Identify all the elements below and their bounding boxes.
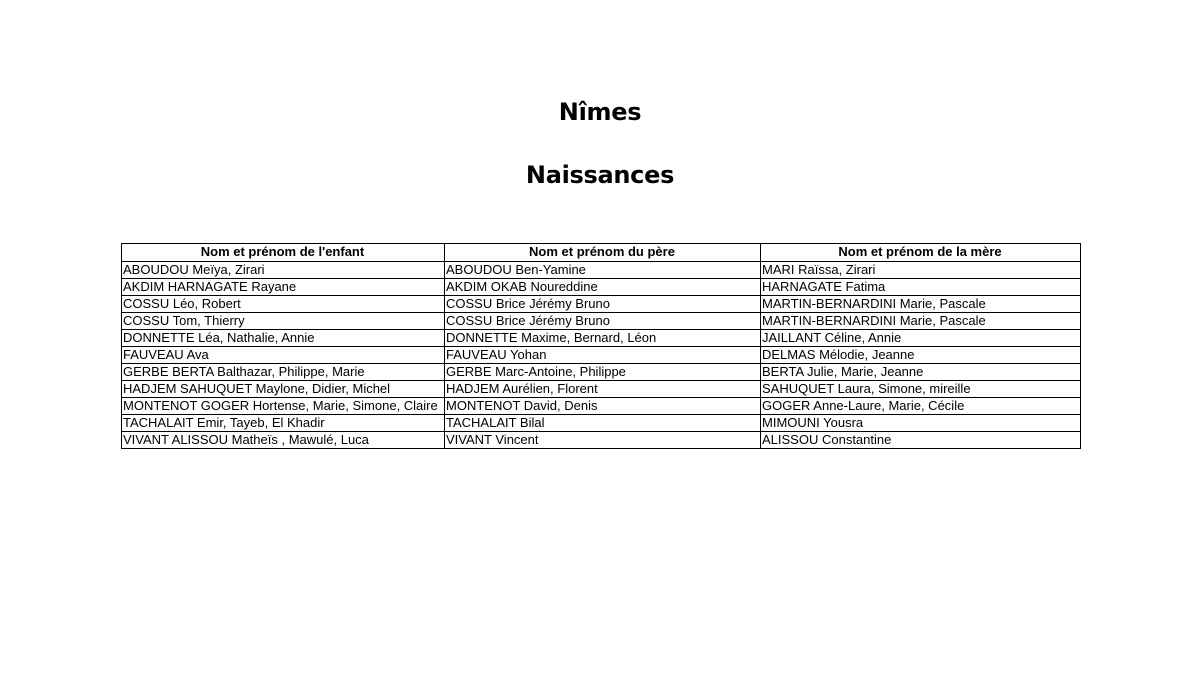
header-father-name: Nom et prénom du père (445, 244, 761, 262)
father-name-cell: VIVANT Vincent (445, 432, 761, 449)
child-name-cell: ABOUDOU Meïya, Zirari (122, 262, 445, 279)
table-row (122, 432, 1081, 449)
father-name-cell: DONNETTE Maxime, Bernard, Léon (445, 330, 761, 347)
mother-name-cell: BERTA Julie, Marie, Jeanne (761, 364, 1081, 381)
child-name-cell: GERBE BERTA Balthazar, Philippe, Marie (122, 364, 445, 381)
births-table (121, 243, 1081, 449)
child-name-cell: COSSU Léo, Robert (122, 296, 445, 313)
father-name-cell: COSSU Brice Jérémy Bruno (445, 313, 761, 330)
table-header-row (122, 244, 1081, 262)
header-mother-name: Nom et prénom de la mère (761, 244, 1081, 262)
child-name-cell: MONTENOT GOGER Hortense, Marie, Simone, Claire (122, 398, 445, 415)
mother-name-cell: ALISSOU Constantine (761, 432, 1081, 449)
child-name-cell: VIVANT ALISSOU Matheïs , Mawulé, Luca (122, 432, 445, 449)
father-name-cell: GERBE Marc-Antoine, Philippe (445, 364, 761, 381)
mother-name-cell: SAHUQUET Laura, Simone, mireille (761, 381, 1081, 398)
table-row (122, 262, 1081, 279)
table-row (122, 381, 1081, 398)
table-row (122, 347, 1081, 364)
child-name-cell: DONNETTE Léa, Nathalie, Annie (122, 330, 445, 347)
father-name-cell: ABOUDOU Ben-Yamine (445, 262, 761, 279)
mother-name-cell: DELMAS Mélodie, Jeanne (761, 347, 1081, 364)
header-child-name: Nom et prénom de l'enfant (122, 244, 445, 262)
child-name-cell: FAUVEAU Ava (122, 347, 445, 364)
mother-name-cell: JAILLANT Céline, Annie (761, 330, 1081, 347)
table-row (122, 364, 1081, 381)
table-row (122, 296, 1081, 313)
mother-name-cell: MIMOUNI Yousra (761, 415, 1081, 432)
father-name-cell: AKDIM OKAB Noureddine (445, 279, 761, 296)
child-name-cell: COSSU Tom, Thierry (122, 313, 445, 330)
mother-name-cell: GOGER Anne-Laure, Marie, Cécile (761, 398, 1081, 415)
father-name-cell: HADJEM Aurélien, Florent (445, 381, 761, 398)
mother-name-cell: HARNAGATE Fatima (761, 279, 1081, 296)
child-name-cell: TACHALAIT Emir, Tayeb, El Khadir (122, 415, 445, 432)
table-row (122, 415, 1081, 432)
table-row (122, 313, 1081, 330)
mother-name-cell: MARTIN-BERNARDINI Marie, Pascale (761, 296, 1081, 313)
table-row (122, 330, 1081, 347)
child-name-cell: AKDIM HARNAGATE Rayane (122, 279, 445, 296)
table-row (122, 279, 1081, 296)
city-title: Nîmes (558, 98, 642, 126)
father-name-cell: MONTENOT David, Denis (445, 398, 761, 415)
father-name-cell: COSSU Brice Jérémy Bruno (445, 296, 761, 313)
table-row (122, 398, 1081, 415)
child-name-cell: HADJEM SAHUQUET Maylone, Didier, Michel (122, 381, 445, 398)
section-title: Naissances (525, 161, 675, 189)
father-name-cell: FAUVEAU Yohan (445, 347, 761, 364)
father-name-cell: TACHALAIT Bilal (445, 415, 761, 432)
mother-name-cell: MARI Raïssa, Zirari (761, 262, 1081, 279)
mother-name-cell: MARTIN-BERNARDINI Marie, Pascale (761, 313, 1081, 330)
